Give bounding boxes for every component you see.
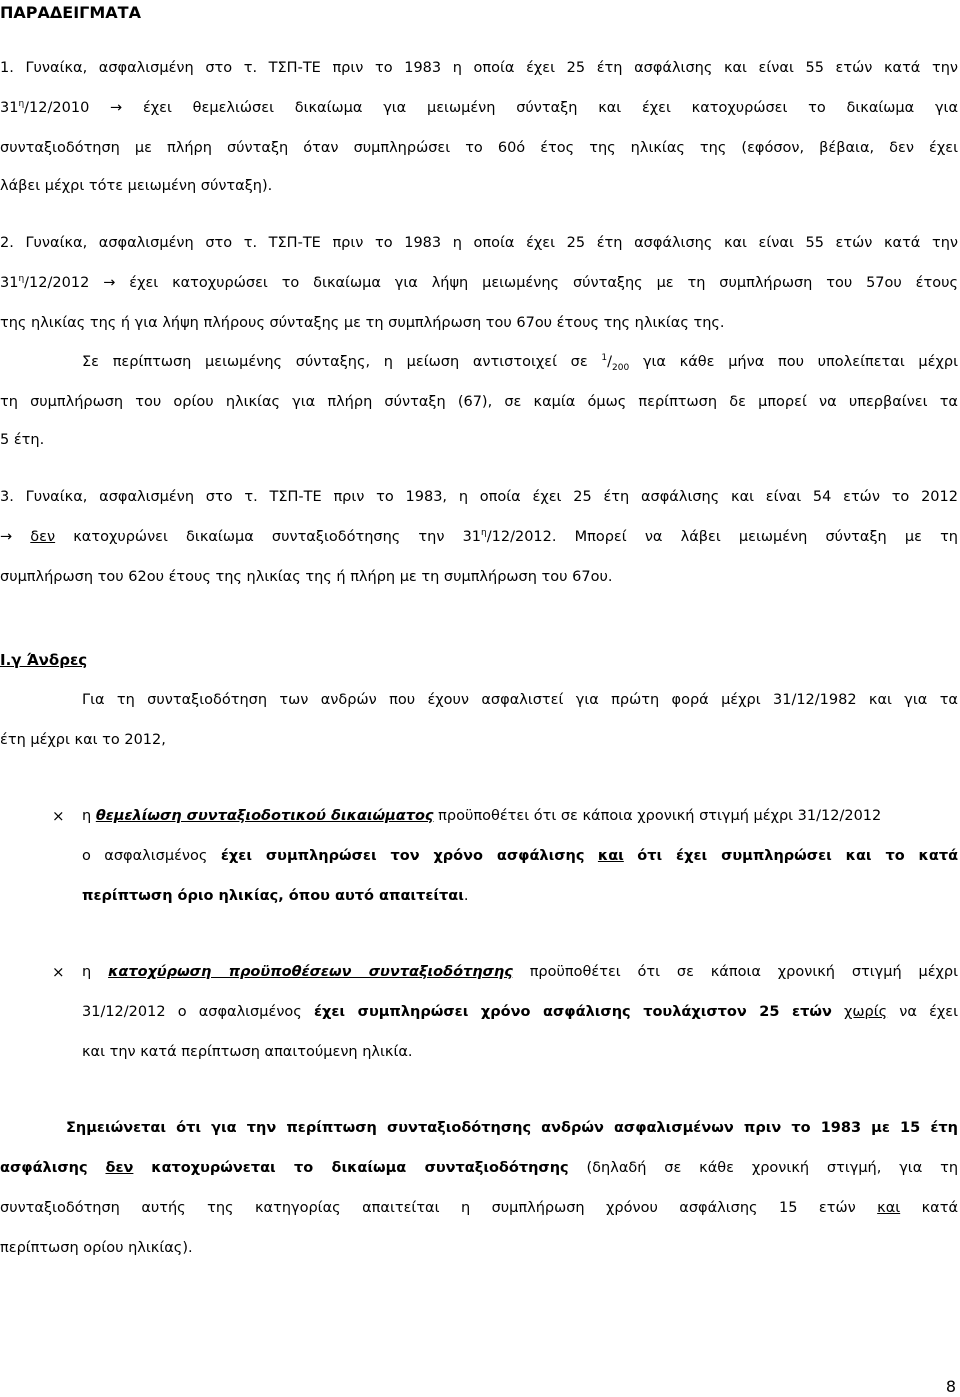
example-2-line-4	[82, 352, 958, 372]
arrow-right-icon: →	[0, 529, 13, 545]
bullet-1-bold-text: ότι έχει συμπληρώσει και το κατά	[637, 848, 959, 864]
note-line-2	[0, 1158, 958, 1178]
example-3-line-2	[0, 527, 958, 547]
note-line-4: περίπτωση ορίου ηλικίας).	[0, 1240, 193, 1256]
cross-bullet-icon: ×	[52, 963, 65, 981]
note-text: (δηλαδή σε κάθε χρονική στιγμή, για τη	[586, 1160, 959, 1176]
example-2-line-3: της ηλικίας της ή για λήψη πλήρους σύνταξης με τη συμπλήρωση του 67ου έτους της ηλικίας της.	[0, 315, 725, 331]
bullet-2-line-3: και την κατά περίπτωση απαιτούμενη ηλικία.	[82, 1044, 413, 1060]
note-bold-text: κατοχυρώνεται το δικαίωμα συνταξιοδότησης	[151, 1160, 569, 1176]
bullet-2-text: 31/12/2012 ο ασφαλισμένος	[82, 1004, 302, 1020]
example-2-line-5: τη συμπλήρωση του ορίου ηλικίας για πλήρη σύνταξη (67), σε καμία όμως περίπτωση δε μπορεί να υπερβαίνει τα	[0, 394, 958, 410]
bullet-1-term: θεμελίωση συνταξιοδοτικού δικαιώματος	[95, 808, 434, 824]
date-ordinal: η	[481, 528, 487, 539]
bullet-2-line-2	[82, 1002, 958, 1022]
section-paragraph-line-2: έτη μέχρι και το 2012,	[0, 732, 166, 748]
page-title: ΠΑΡΑΔΕΙΓΜΑΤΑ	[0, 3, 141, 22]
example-2-line-2-text: έχει κατοχυρώσει το δικαίωμα για λήψη μειωμένης σύνταξης με τη συμπλήρωση του 57ου έτους	[129, 275, 959, 291]
arrow-right-icon: →	[110, 100, 123, 116]
example-1-line-1: 1. Γυναίκα, ασφαλισμένη στο τ. ΤΣΠ-ΤΕ πριν το 1983 η οποία έχει 25 έτη ασφάλισης και είναι 55 ετών κατά την	[0, 60, 958, 76]
example-2-line-1: 2. Γυναίκα, ασφαλισμένη στο τ. ΤΣΠ-ΤΕ πριν το 1983 η οποία έχει 25 έτη ασφάλισης και είναι 55 ετών κατά την	[0, 235, 958, 251]
fraction-slash: /	[607, 354, 613, 370]
example-1-line-4: λάβει μέχρι τότε μειωμένη σύνταξη).	[0, 178, 273, 194]
bullet-1-line-2	[82, 846, 958, 866]
date-day: 31	[0, 275, 19, 291]
note-text: κατά	[921, 1200, 959, 1216]
example-2-line-2	[0, 273, 958, 293]
example-3-line-1: 3. Γυναίκα, ασφαλισμένη στο τ. ΤΣΠ-ΤΕ πριν το 1983, η οποία έχει 25 έτη ασφάλισης και είναι 54 ετών το 2012	[0, 489, 958, 505]
bullet-1-bold-text: περίπτωση όριο ηλικίας, όπου αυτό απαιτείται	[82, 888, 464, 904]
bullet-1-line-3	[82, 886, 469, 906]
example-3-line-2-text-end: /12/2012. Μπορεί να λάβει μειωμένη σύνταξη με τη	[486, 529, 958, 545]
bullet-2-underlined: χωρίς	[844, 1004, 888, 1020]
bullet-2-article: η	[82, 964, 92, 980]
negation-underlined: δεν	[105, 1160, 134, 1176]
bullet-1-text: ο ασφαλισμένος	[82, 848, 208, 864]
date-rest: /12/2010	[24, 100, 90, 116]
bullet-2-bold-text: έχει συμπληρώσει χρόνο ασφάλισης τουλάχιστον 25 ετών	[313, 1004, 832, 1020]
bullet-1-conjunction: και	[597, 848, 624, 864]
section-heading: Ι.γ Άνδρες	[0, 651, 88, 669]
bullet-2-line-1	[82, 962, 958, 982]
fraction	[601, 353, 630, 373]
date-ordinal: η	[18, 99, 25, 110]
bullet-2-term: κατοχύρωση προϋποθέσεων συνταξιοδότησης	[108, 964, 513, 980]
section-paragraph-line-1: Για τη συνταξιοδότηση των ανδρών που έχουν ασφαλιστεί για πρώτη φορά μέχρι 31/12/1982 και για τα	[82, 692, 958, 708]
bullet-2-text: προϋποθέτει ότι σε κάποια χρονική στιγμή μέχρι	[529, 964, 959, 980]
bullet-1-text: προϋποθέτει ότι σε κάποια χρονική στιγμή μέχρι 31/12/2012	[438, 808, 882, 824]
bullet-1-article: η	[82, 808, 92, 824]
example-2-line-6: 5 έτη.	[0, 432, 45, 448]
note-underlined: και	[877, 1200, 901, 1216]
arrow-right-icon: →	[103, 275, 116, 291]
note-line-1: Σημειώνεται ότι για την περίπτωση συνταξιοδότησης ανδρών ασφαλισμένων πριν το 1983 με 15 έτη	[66, 1120, 958, 1136]
cross-bullet-icon: ×	[52, 807, 65, 825]
date-ordinal: η	[18, 274, 25, 285]
reduction-text: Σε περίπτωση μειωμένης σύνταξης, η μείωση αντιστοιχεί σε	[82, 354, 588, 370]
date-rest: /12/2012	[24, 275, 90, 291]
note-text: συνταξιοδότηση αυτής της κατηγορίας απαιτείται η συμπλήρωση χρόνου ασφάλισης 15 ετών	[0, 1200, 856, 1216]
note-line-3	[0, 1198, 958, 1218]
fraction-denominator: 200	[612, 362, 630, 373]
page-number: 8	[945, 1377, 956, 1396]
bullet-2-text: να έχει	[899, 1004, 959, 1020]
bullet-1-line-1	[82, 806, 881, 826]
note-bold-text: ασφάλισης	[0, 1160, 88, 1176]
example-3-line-2-text: κατοχυρώνει δικαίωμα συνταξιοδότησης την 31	[73, 529, 482, 545]
date-day: 31	[0, 100, 19, 116]
example-1-line-2-text: έχει θεμελιώσει δικαίωμα για μειωμένη σύνταξη και έχει κατοχυρώσει το δικαίωμα για	[142, 100, 959, 116]
bullet-1-bold-text: έχει συμπληρώσει τον χρόνο ασφάλισης	[220, 848, 585, 864]
example-1-line-3: συνταξιοδότηση με πλήρη σύνταξη όταν συμπληρώσει το 60ό έτος της ηλικίας της (εφόσον, βέβαια, δεν έχει	[0, 140, 958, 156]
fraction-numerator: 1	[601, 353, 608, 364]
reduction-text-end: για κάθε μήνα που υπολείπεται μέχρι	[642, 354, 958, 370]
example-1-line-2	[0, 98, 958, 118]
example-3-line-3: συμπλήρωση του 62ου έτους της ηλικίας της ή πλήρη με τη συμπλήρωση του 67ου.	[0, 569, 613, 585]
bullet-1-period: .	[463, 888, 469, 904]
negation-underlined: δεν	[30, 529, 56, 545]
